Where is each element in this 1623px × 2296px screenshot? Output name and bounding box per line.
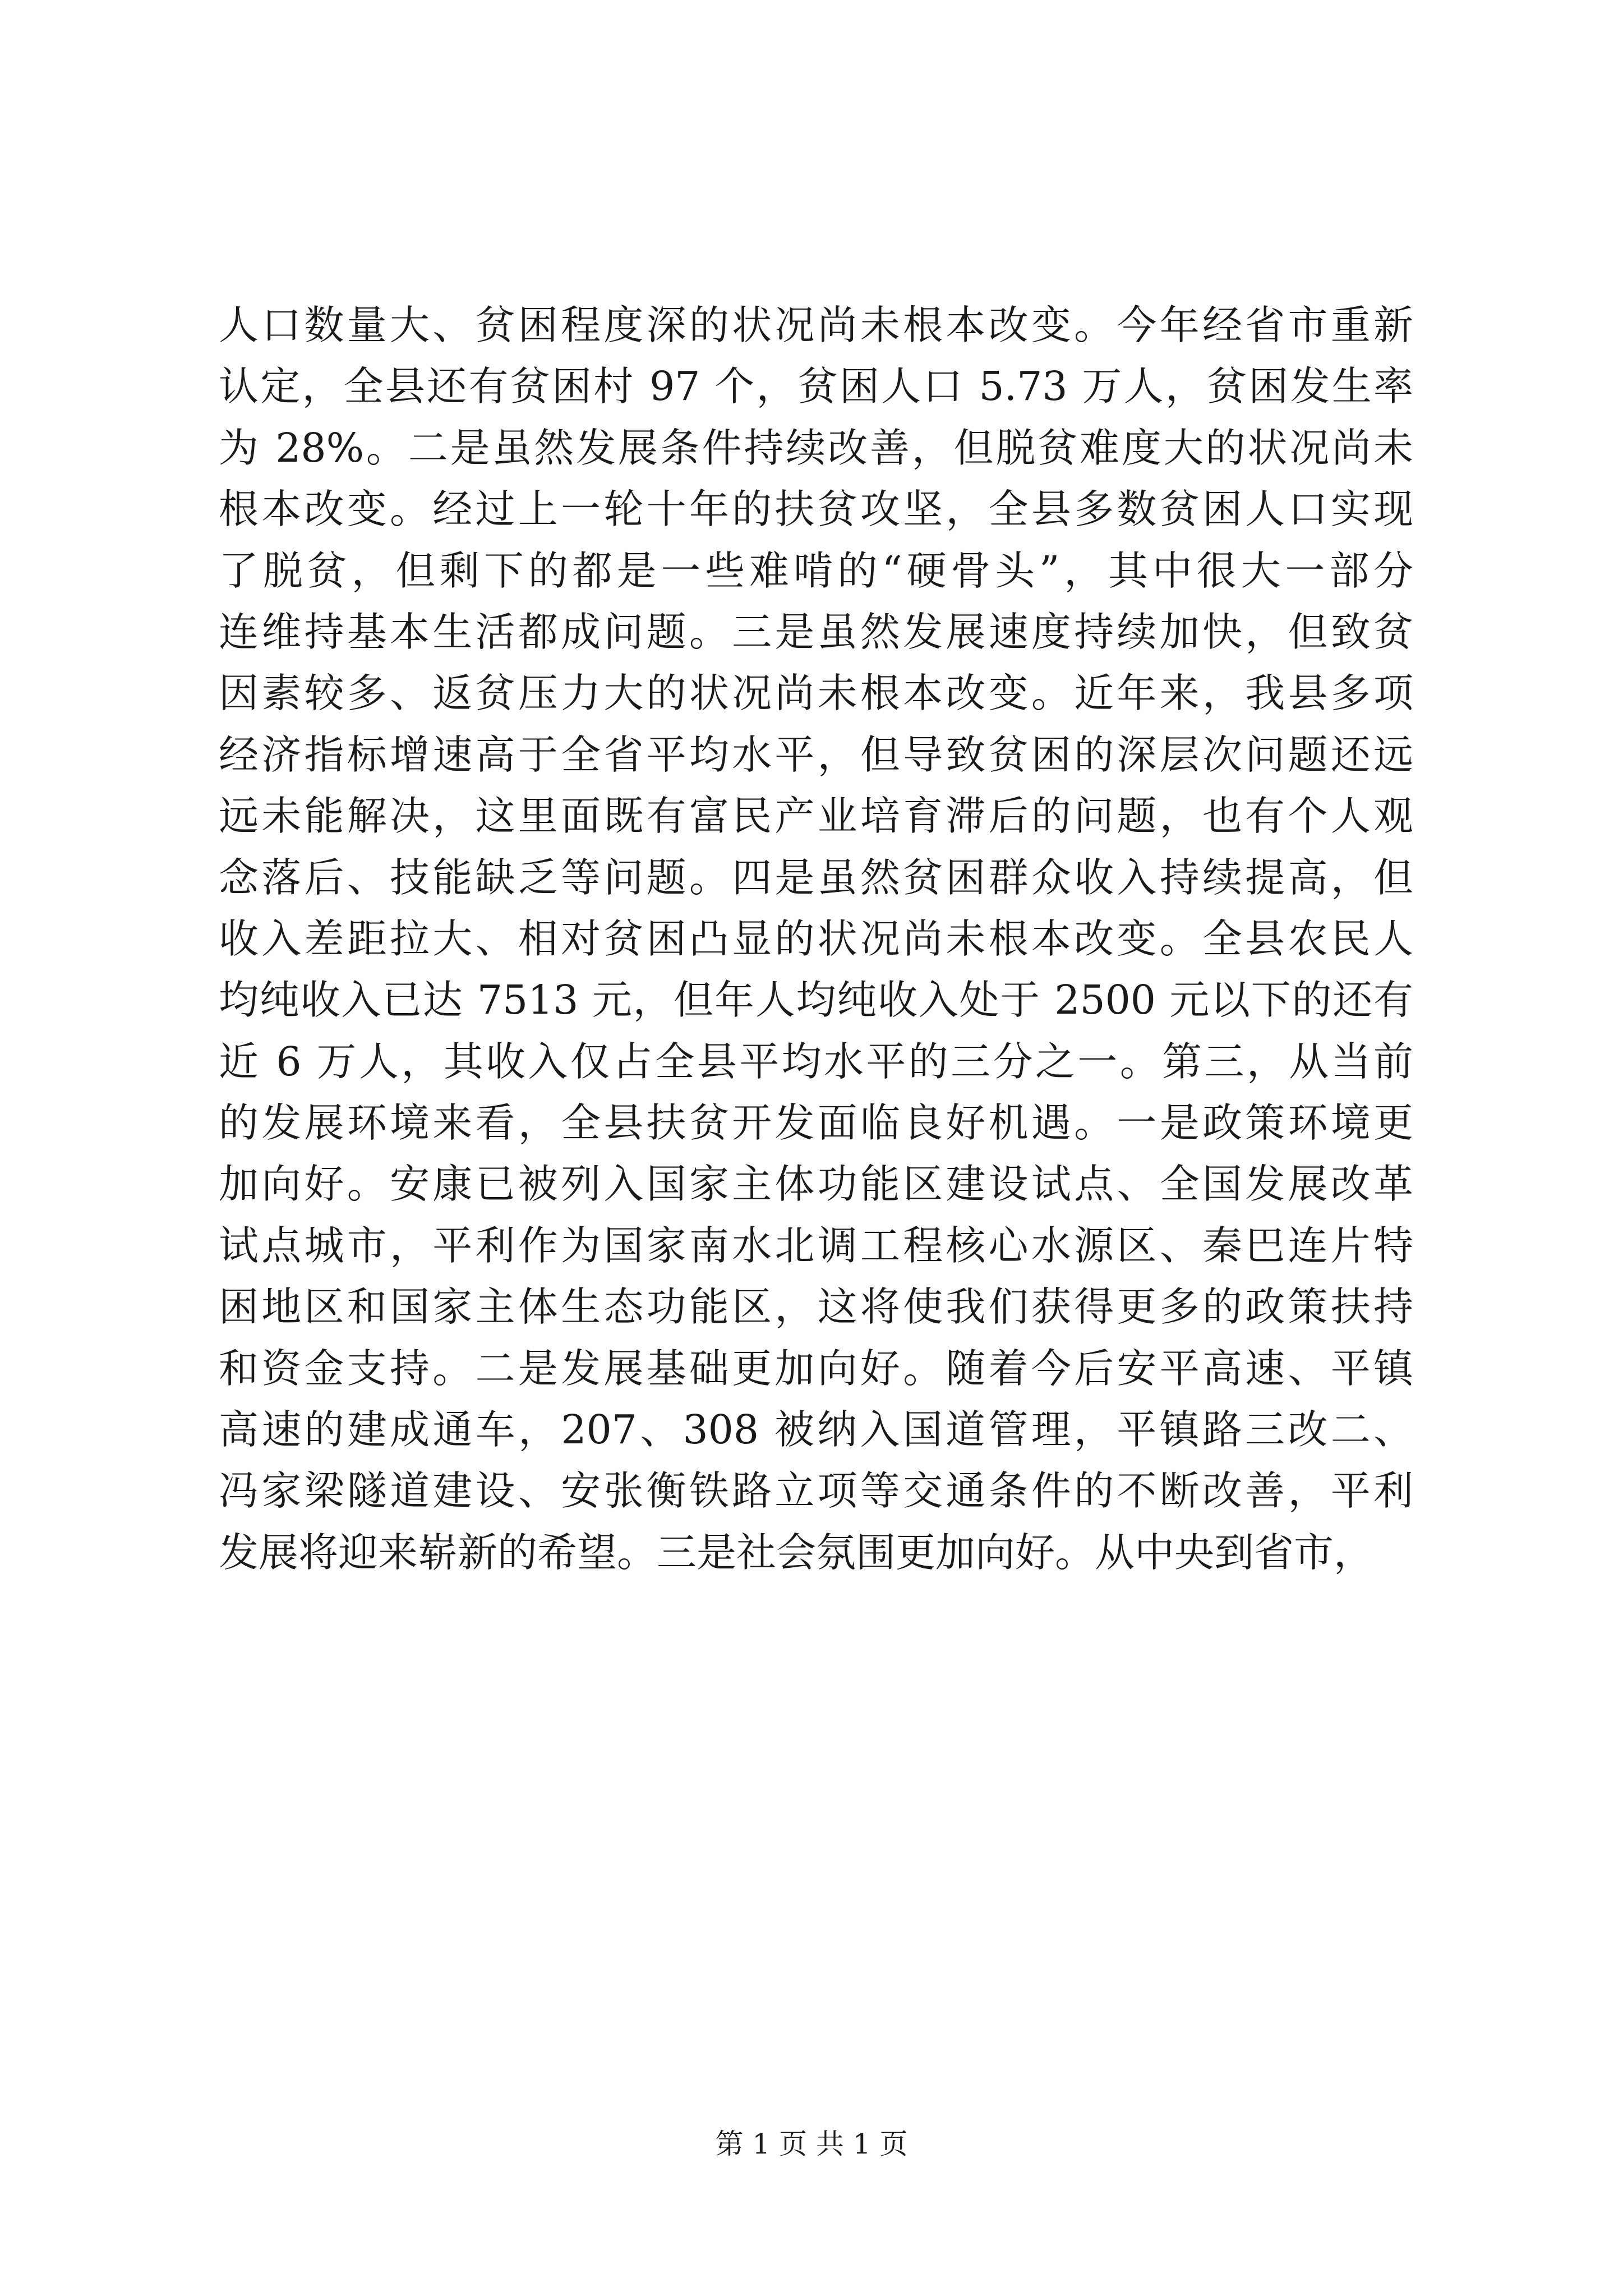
- text-line: 近 6 万人，其收入仅占全县平均水平的三分之一。第三，从当前: [219, 1038, 1413, 1085]
- text-line: 念落后、技能缺乏等问题。四是虽然贫困群众收入持续提高，但: [219, 854, 1413, 901]
- text-line: 困地区和国家主体生态功能区，这将使我们获得更多的政策扶持: [219, 1283, 1413, 1331]
- text-line: 高速的建成通车，207、308 被纳入国道管理，平镇路三改二、: [219, 1406, 1413, 1453]
- page-number: 第 1 页 共 1 页: [715, 2128, 908, 2160]
- text-line: 连维持基本生活都成问题。三是虽然发展速度持续加快，但致贫: [219, 608, 1413, 655]
- page-footer: [0, 2126, 1623, 2162]
- text-line: 加向好。安康已被列入国家主体功能区建设试点、全国发展改革: [219, 1161, 1413, 1208]
- text-line: 和资金支持。二是发展基础更加向好。随着今后安平高速、平镇: [219, 1345, 1413, 1392]
- text-line: 因素较多、返贫压力大的状况尚未根本改变。近年来，我县多项: [219, 670, 1413, 717]
- text-line: 经济指标增速高于全省平均水平，但导致贫困的深层次问题还远: [219, 731, 1413, 778]
- text-line: 冯家梁隧道建设、安张衡铁路立项等交通条件的不断改善，平利: [219, 1467, 1413, 1515]
- text-line: 根本改变。经过上一轮十年的扶贫攻坚，全县多数贫困人口实现: [219, 486, 1413, 533]
- text-line: 试点城市，平利作为国家南水北调工程核心水源区、秦巴连片特: [219, 1222, 1413, 1269]
- text-line: 的发展环境来看，全县扶贫开发面临良好机遇。一是政策环境更: [219, 1099, 1413, 1147]
- text-line: 收入差距拉大、相对贫困凸显的状况尚未根本改变。全县农民人: [219, 915, 1413, 962]
- text-line: 发展将迎来崭新的希望。三是社会氛围更加向好。从中央到省市，: [219, 1529, 1374, 1576]
- text-line: 远未能解决，这里面既有富民产业培育滞后的问题，也有个人观: [219, 793, 1413, 840]
- text-line: 均纯收入已达 7513 元，但年人均纯收入处于 2500 元以下的还有: [219, 977, 1413, 1024]
- text-line: 了脱贫，但剩下的都是一些难啃的“硬骨头”，其中很大一部分: [219, 547, 1413, 594]
- text-line: 人口数量大、贫困程度深的状况尚未根本改变。今年经省市重新: [219, 302, 1413, 348]
- text-line: 为 28%。二是虽然发展条件持续改善，但脱贫难度大的状况尚未: [219, 424, 1413, 471]
- text-line: 认定，全县还有贫困村 97 个，贫困人口 5.73 万人，贫困发生率: [219, 363, 1413, 410]
- body-text: [219, 295, 1413, 1583]
